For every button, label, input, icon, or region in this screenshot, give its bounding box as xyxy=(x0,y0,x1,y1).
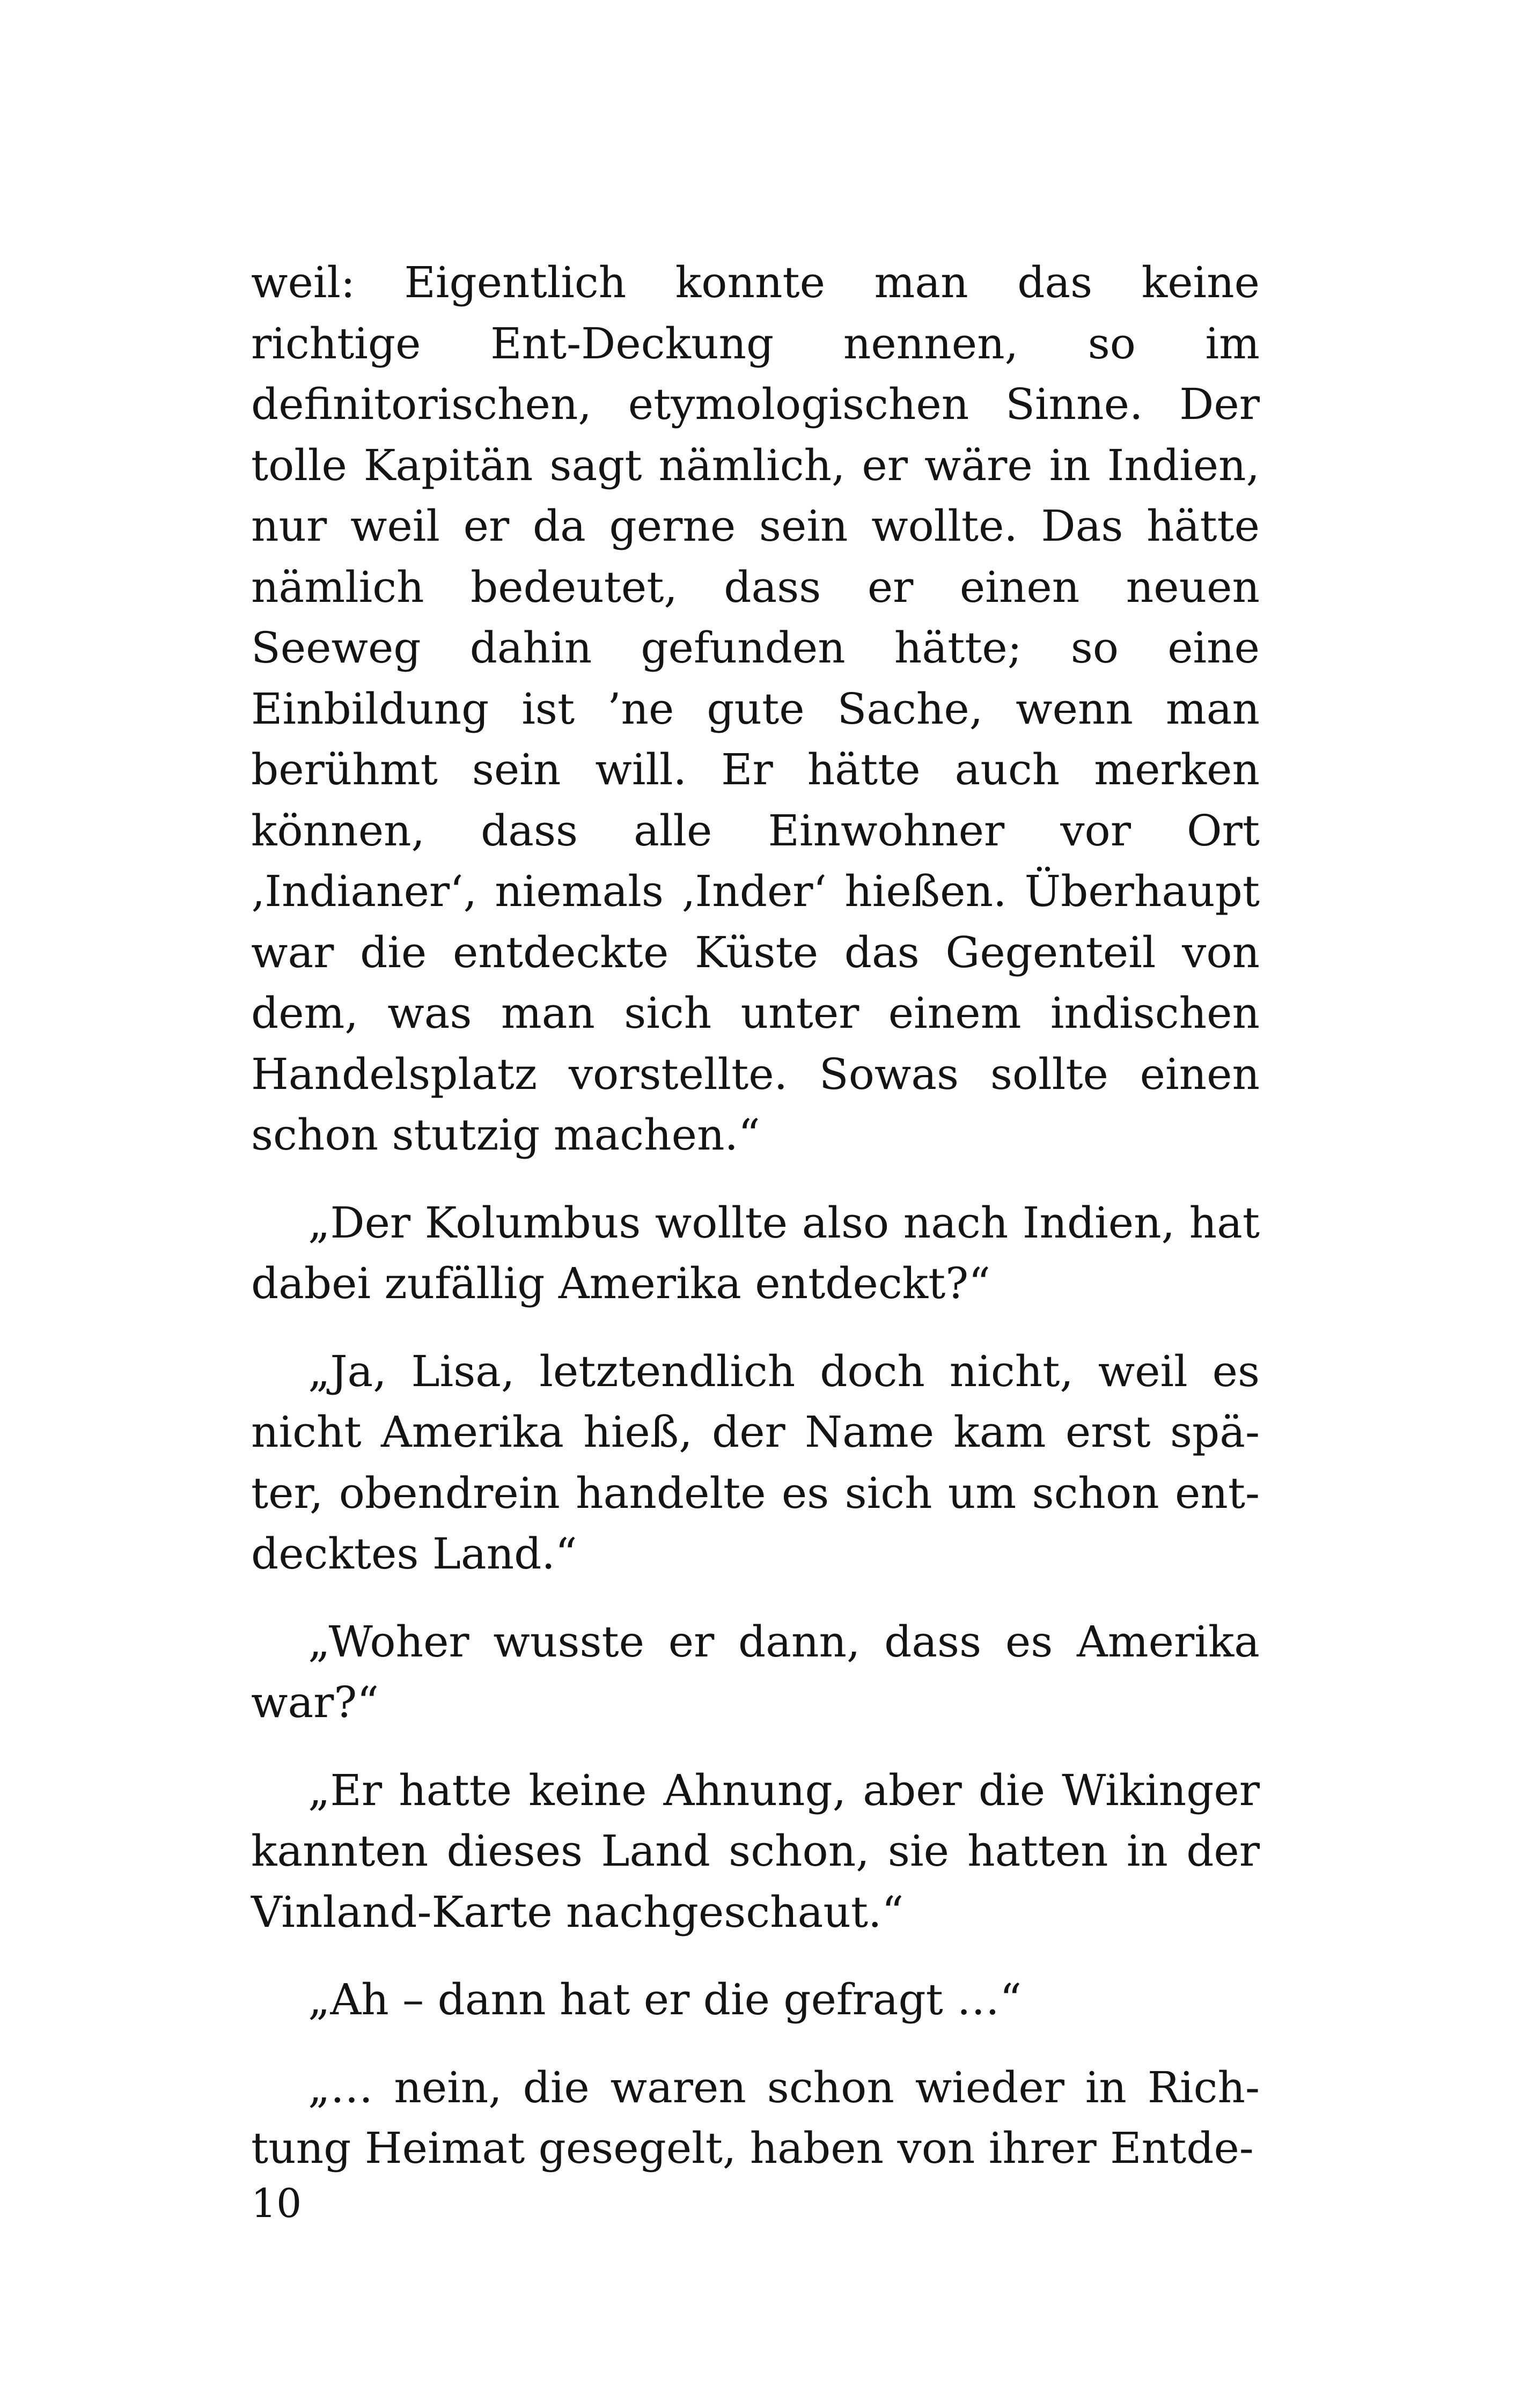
paragraph-5: „Er hatte keine Ahnung, aber die Wikinger kannten dieses Land schon, sie hatten in der Vinland-Karte nachgeschaut.“ xyxy=(251,1765,1260,1937)
paragraph-1: weil: Eigentlich konnte man das keine richtige Ent-Deckung nennen, so im definitorischen, etymologischen Sinne. Der tolle Kapitän sagt nämlich, er wäre in Indien, nur weil er da gerne sein wollte. Das hätte nämlich bedeutet, dass er einen neuen Seeweg dahin gefunden hätte; so eine Einbildung ist ’ne gute Sache, wenn man berühmt sein will. Er hätte auch merken können, dass alle Einwohner vor Ort ‚Indianer‘, niemals ‚Inder‘ hießen. Überhaupt war die entdeckte Küste das Gegenteil von dem, was man sich unter einem indischen Handelsplatz vorstellte. Sowas sollte einen schon stutzig machen.“ xyxy=(251,257,1260,1160)
paragraph-6: „Ah – dann hat er die gefragt …“ xyxy=(308,1975,1022,2024)
page-number: 10 xyxy=(251,2181,302,2227)
paragraph-7: „… nein, die waren schon wieder in Richtung Heimat gesegelt, haben von ihrer Entde- xyxy=(251,2062,1260,2173)
body-text xyxy=(251,252,1260,2179)
paragraph-4: „Woher wusste er dann, dass es Amerika war?“ xyxy=(251,1616,1260,1727)
paragraph-3: „Ja, Lisa, letztendlich doch nicht, weil es nicht Amerika hieß, der Name kam erst später, obendrein handelte es sich um schon entdecktes Land.“ xyxy=(251,1346,1260,1579)
paragraph-2: „Der Kolumbus wollte also nach Indien, hat dabei zufällig Amerika entdeckt?“ xyxy=(251,1197,1260,1308)
